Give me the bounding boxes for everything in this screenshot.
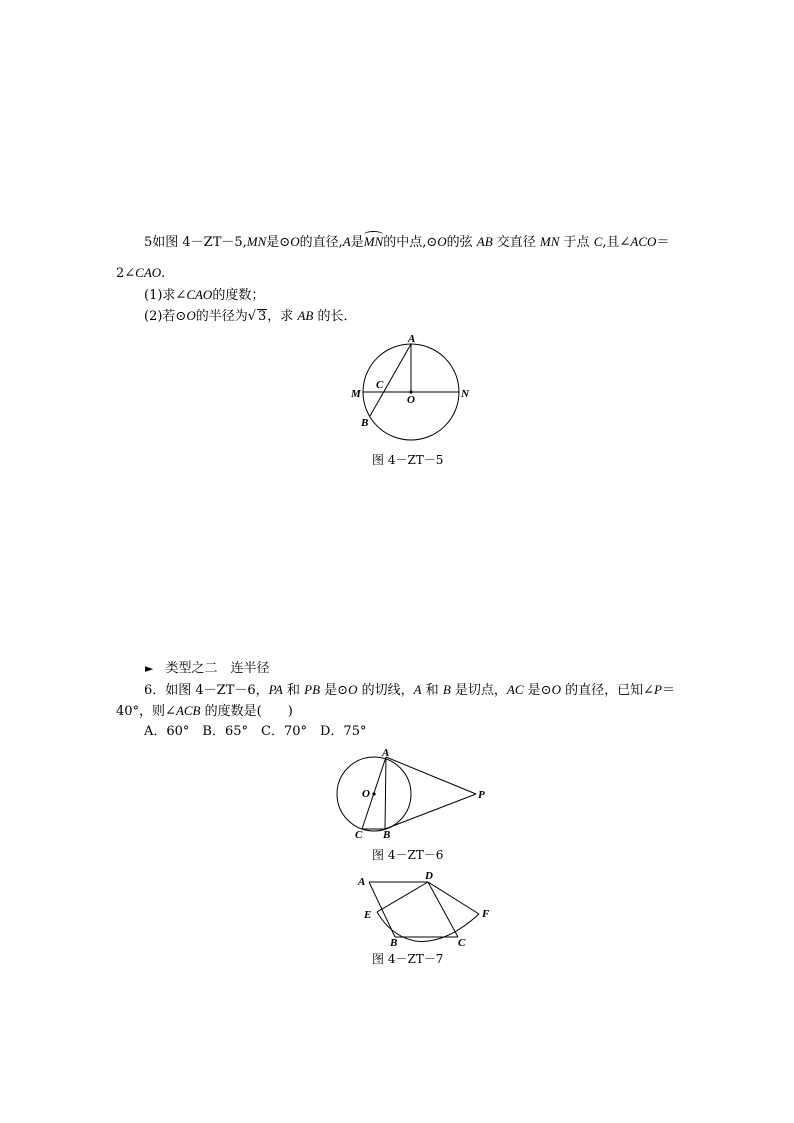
section-heading: [145, 661, 269, 677]
label-n: N: [461, 388, 469, 400]
label-o: O: [407, 394, 415, 406]
caption-4-zt-6: 图 4－ZT－6: [372, 848, 444, 862]
chord-ab: [385, 757, 386, 829]
segment-df: [428, 882, 479, 914]
q6-line1: 6．如图 4－ZT－6，PA 和 PB 是⊙O 的切线，A 和 B 是切点，AC 是⊙O 的直径，已知∠P＝: [144, 682, 675, 698]
label-a: A: [382, 747, 390, 759]
q5-line1: 5如图 4－ZT－5,MN是⊙O的直径,A是MN的中点,⊙O的弦 AB 交直径 MN 于点 C,且∠ACO＝: [144, 234, 670, 250]
label-a: A: [358, 876, 366, 888]
q6-line2: 40°，则∠ACB 的度数是( ): [116, 703, 293, 719]
q5-sub2: (2)若⊙O的半径为√ 3，求 AB 的长．: [144, 308, 357, 324]
figure-4-zt-5: [340, 330, 480, 445]
tangent-pa: [386, 757, 476, 794]
label-b: B: [390, 937, 398, 949]
caption-4-zt-5: 图 4－ZT－5: [372, 453, 444, 467]
triangle-marker-icon: ►: [145, 662, 154, 675]
figure-4-zt-7: [355, 870, 500, 950]
q6-options: A．60° B．65° C．70° D．75°: [144, 724, 367, 739]
label-b: B: [383, 829, 391, 841]
arc-mn: MN: [363, 234, 384, 249]
label-p: P: [478, 789, 485, 801]
q5-sub1: (1)求∠CAO的度数；: [144, 287, 265, 303]
section-title: 类型之二 连半径: [165, 661, 270, 676]
label-d: D: [425, 870, 433, 882]
label-e: E: [364, 909, 372, 921]
center-dot: [372, 792, 375, 795]
label-c: C: [458, 937, 466, 949]
tangent-pb: [385, 794, 476, 829]
label-a: A: [408, 333, 416, 345]
label-m: M: [351, 388, 361, 400]
label-b: B: [361, 417, 369, 429]
segment-ed: [377, 882, 428, 912]
label-c: C: [355, 829, 363, 841]
caption-4-zt-7: 图 4－ZT－7: [372, 952, 444, 966]
q5-line2: 2∠CAO.: [116, 265, 166, 281]
label-f: F: [482, 908, 490, 920]
label-c: C: [376, 379, 384, 391]
segment-dc: [428, 882, 458, 937]
label-o: O: [362, 788, 370, 800]
figure-4-zt-6: [330, 748, 495, 843]
